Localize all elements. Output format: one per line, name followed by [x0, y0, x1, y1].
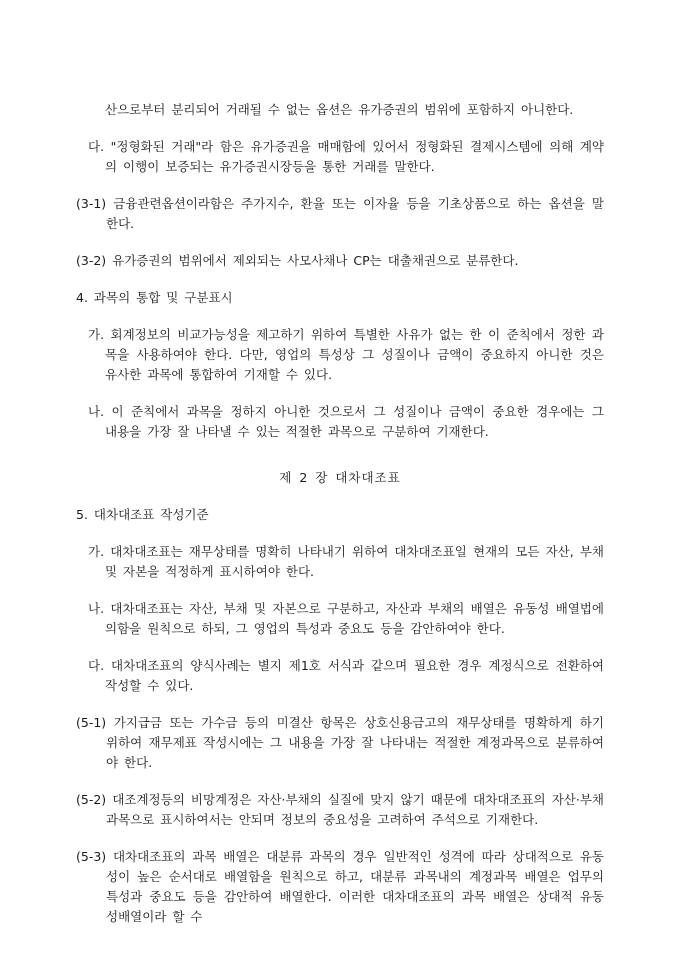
paragraph-text: 가지급금 또는 가수금 등의 미결산 항목은 상호신용금고의 재무상태를 명확하게 하기 위하여 재무제표 작성시에는 그 내용을 가장 잘 나타내는 적절한 계정과목으로 분류하여야 한다. [106, 715, 604, 770]
item-label: 가. [88, 327, 105, 342]
paragraph-continuation [105, 100, 604, 120]
item-label: 5. [76, 507, 88, 522]
item-label: 나. [88, 601, 105, 616]
paragraph-text: 산으로부터 분리되어 거래될 수 없는 옵션은 유가증권의 범위에 포함하지 아니한다. [105, 102, 574, 117]
paragraph-text: 대조계정등의 비망계정은 자산·부채의 실질에 맞지 않기 때문에 대차대조표의 자산·부채 과목으로 표시하여서는 안되며 정보의 중요성을 고려하여 주석으로 기재한다. [106, 792, 604, 827]
paragraph-text: 금융관련옵션이라함은 주가지수, 환율 또는 이자율 등을 기초상품으로 하는 옵션을 말한다. [106, 196, 604, 231]
paragraph-note-item [76, 713, 604, 773]
paragraph-note-item [76, 251, 604, 271]
item-label: (3-1) [76, 196, 107, 211]
paragraph-text: 유가증권의 범위에서 제외되는 사모사채나 CP는 대출채권으로 분류한다. [112, 253, 519, 268]
paragraph-sub-item [88, 542, 604, 582]
item-label: 나. [88, 404, 105, 419]
item-label: (5-1) [76, 715, 107, 730]
item-label: 다. [88, 139, 105, 154]
paragraph-note-item [76, 790, 604, 830]
paragraph-sub-item [88, 137, 604, 177]
paragraph-note-item [76, 194, 604, 234]
paragraph-sub-item [88, 325, 604, 385]
paragraph-numbered-item [76, 288, 604, 308]
paragraph-text: "정형화된 거래"라 함은 유가증권을 매매함에 있어서 정형화된 결제시스템에 의해 계약의 이행이 보증되는 유가증권시장등을 통한 거래를 말한다. [105, 139, 604, 174]
item-label: 4. [76, 290, 88, 305]
paragraph-sub-item [88, 402, 604, 442]
paragraph-note-item [76, 847, 604, 927]
paragraph-sub-item [88, 656, 604, 696]
item-label: (5-2) [76, 792, 107, 807]
paragraph-text: 회계정보의 비교가능성을 제고하기 위하여 특별한 사유가 없는 한 이 준칙에서 정한 과목을 사용하여야 한다. 다만, 영업의 특성상 그 성질이나 금액이 중요하지 아니한 것은 유사한 과목에 통합하여 기재할 수 있다. [105, 327, 604, 382]
item-label: (5-3) [76, 849, 107, 864]
paragraph-text: 대차대조표의 양식사례는 별지 제1호 서식과 같으며 필요한 경우 계정식으로 전환하여 작성할 수 있다. [105, 658, 604, 693]
paragraph-text: 대차대조표는 재무상태를 명확히 나타내기 위하여 대차대조표일 현재의 모든 자산, 부채 및 자본을 적정하게 표시하여야 한다. [105, 544, 604, 579]
chapter-heading-text: 제 2 장 대차대조표 [279, 470, 401, 485]
paragraph-sub-item [88, 599, 604, 639]
paragraph-text: 이 준칙에서 과목을 정하지 아니한 것으로서 그 성질이나 금액이 중요한 경우에는 그 내용을 가장 잘 나타낼 수 있는 적절한 과목으로 구분하여 기재한다. [105, 404, 604, 439]
document-body [76, 100, 604, 944]
chapter-heading [76, 468, 604, 488]
paragraph-text: 대차대조표 작성기준 [93, 507, 209, 522]
paragraph-numbered-item [76, 505, 604, 525]
paragraph-text: 대차대조표의 과목 배열은 대분류 과목의 경우 일반적인 성격에 따라 상대적으로 유동성이 높은 순서대로 배열함을 원칙으로 하고, 대분류 과목내의 계정과목 배열은 업무의 특성과 중요도 등을 감안하여 배열한다. 이러한 대차대조표의 과목 배열은 상대적 유동성배열이라 할 수 [106, 849, 604, 924]
item-label: (3-2) [76, 253, 107, 268]
paragraph-text: 과목의 통합 및 구분표시 [93, 290, 233, 305]
item-label: 가. [88, 544, 105, 559]
paragraph-text: 대차대조표는 자산, 부채 및 자본으로 구분하고, 자산과 부채의 배열은 유동성 배열법에 의함을 원칙으로 하되, 그 영업의 특성과 중요도 등을 감안하여야 한다. [105, 601, 604, 636]
item-label: 다. [88, 658, 105, 673]
